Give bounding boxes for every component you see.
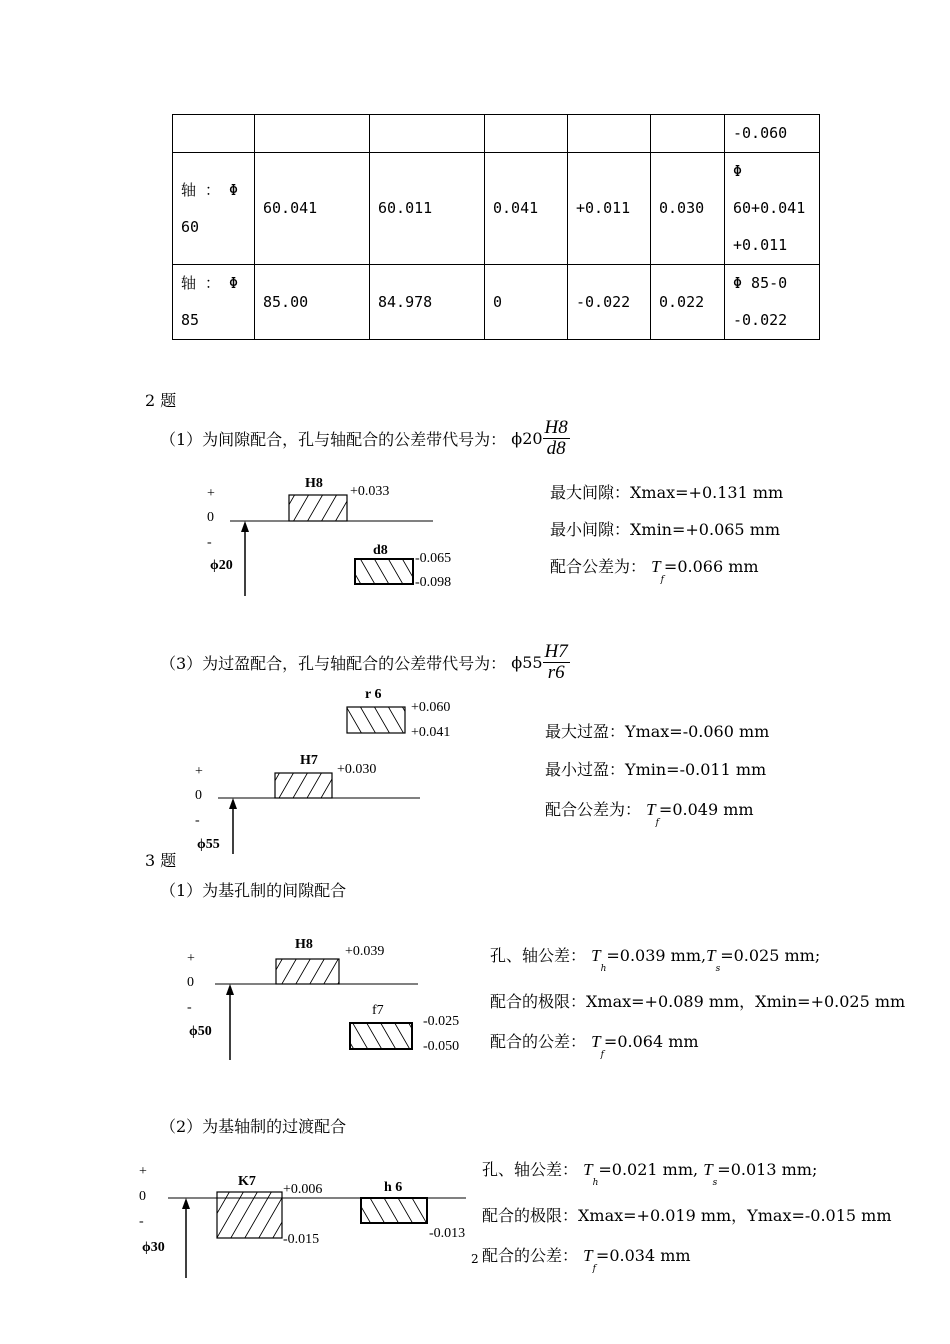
result-line: 孔、轴公差： $T_h=0.039$ $mm,T_s=0.025$ mm;	[490, 946, 821, 974]
minus-sign: -	[207, 535, 212, 550]
nominal-size-label: ϕ30	[142, 1240, 165, 1255]
table-cell: +0.011	[568, 153, 651, 265]
hole-upper-dev: +0.006	[283, 1182, 323, 1197]
plus-sign: +	[207, 486, 215, 501]
table-row	[173, 115, 820, 153]
result-line: 最小过盈：Ymin=-0.011 mm	[545, 760, 767, 779]
table-cell: -0.022	[568, 265, 651, 340]
shaft-lower-dev: -0.013	[429, 1226, 466, 1241]
table-cell	[485, 115, 568, 153]
table-cell	[568, 115, 651, 153]
hole-label: H8	[295, 937, 313, 952]
table-cell: 轴 ： Φ 60	[173, 153, 255, 265]
result-line: 配合公差为： $T_f=0.066$ mm	[550, 557, 759, 585]
shaft-zone	[347, 707, 405, 733]
nominal-size-label: ϕ55	[197, 837, 220, 852]
hole-label: K7	[238, 1174, 256, 1189]
table-cell: -0.060	[725, 115, 820, 153]
shaft-zone	[355, 559, 413, 584]
hole-upper-dev: +0.039	[345, 944, 385, 959]
page-number: 2	[471, 1252, 479, 1266]
tolerance-zone-diagram-q3-1	[180, 930, 480, 1065]
shaft-label: h 6	[384, 1180, 403, 1195]
table-row	[173, 265, 820, 340]
hole-label: H7	[300, 753, 318, 768]
result-line: 配合的极限：Xmax=+0.019 mm，Ymax=-0.015 mm	[482, 1206, 892, 1225]
table-cell	[255, 115, 370, 153]
shaft-label: d8	[373, 543, 388, 558]
hole-upper-dev: +0.030	[337, 762, 377, 777]
fit-fraction: $\frac{H7}{r6}$	[544, 641, 568, 683]
result-line: 配合的公差： $T_f=0.034$ mm	[482, 1246, 691, 1274]
tolerance-zone-diagram-q3-2	[130, 1158, 480, 1283]
minus-sign: -	[139, 1214, 144, 1229]
shaft-upper-dev: -0.065	[415, 551, 452, 566]
result-line: 孔、轴公差： $T_h=0.021$ mm, $T_s=0.013$ mm;	[482, 1160, 818, 1188]
q3-heading: 3 题	[145, 851, 177, 870]
q2-heading: 2 题	[145, 391, 177, 410]
table-cell: 0.041	[485, 153, 568, 265]
table-cell: 60.041	[255, 153, 370, 265]
nominal-size-label: ϕ20	[210, 558, 233, 573]
hole-zone	[289, 495, 347, 521]
hole-label: H8	[305, 476, 323, 491]
table-row	[173, 153, 820, 265]
zero-label: 0	[187, 975, 194, 990]
table-cell: 84.978	[370, 265, 485, 340]
table-cell: Φ 85-0 -0.022	[725, 265, 820, 340]
table-cell: 轴 ： Φ 85	[173, 265, 255, 340]
hole-upper-dev: +0.033	[350, 484, 390, 499]
table-cell	[370, 115, 485, 153]
minus-sign: -	[195, 813, 200, 828]
result-line: 配合的公差： $T_f=0.064$ mm	[490, 1032, 699, 1060]
hole-zone	[275, 773, 332, 798]
result-line: 配合公差为： $T_f=0.049$ mm	[545, 800, 754, 828]
q3-p2-statement: （2）为基轴制的过渡配合	[160, 1117, 347, 1136]
arrow-head-icon	[241, 521, 249, 532]
table-cell	[651, 115, 725, 153]
hole-zone	[217, 1192, 282, 1238]
q2-p3-statement: （3）为过盈配合，孔与轴配合的公差带代号为： ϕ55 $\frac{H7}{r6}$	[160, 641, 568, 683]
zero-label: 0	[195, 788, 202, 803]
table-cell: 0.022	[651, 265, 725, 340]
zero-label: 0	[139, 1189, 146, 1204]
result-line: 最大间隙：Xmax=+0.131 mm	[550, 483, 784, 502]
result-line: 最小间隙：Xmin=+0.065 mm	[550, 520, 781, 539]
shaft-lower-dev: -0.098	[415, 575, 452, 590]
shaft-upper-dev: -0.025	[423, 1014, 460, 1029]
zero-label: 0	[207, 510, 214, 525]
arrow-head-icon	[182, 1198, 190, 1209]
tolerance-zone-diagram-q2-3	[185, 682, 485, 857]
shaft-upper-dev: +0.060	[411, 700, 451, 715]
nominal-size-label: ϕ50	[189, 1024, 212, 1039]
table-cell: 0	[485, 265, 568, 340]
tolerance-table	[172, 114, 820, 340]
shaft-zone	[361, 1198, 427, 1223]
shaft-zone	[350, 1023, 412, 1049]
tolerance-zone-diagram-q2-1	[190, 470, 490, 600]
table-cell	[173, 115, 255, 153]
shaft-label: r 6	[365, 687, 382, 702]
plus-sign: +	[139, 1164, 147, 1179]
arrow-head-icon	[229, 798, 237, 809]
arrow-head-icon	[226, 984, 234, 995]
plus-sign: +	[187, 951, 195, 966]
table-cell: 85.00	[255, 265, 370, 340]
shaft-lower-dev: +0.041	[411, 725, 451, 740]
plus-sign: +	[195, 764, 203, 779]
table-cell: Φ 60+0.041 +0.011	[725, 153, 820, 265]
hole-zone	[276, 959, 339, 984]
hole-lower-dev: -0.015	[283, 1232, 320, 1247]
result-line: 最大过盈：Ymax=-0.060 mm	[545, 722, 770, 741]
table-cell: 60.011	[370, 153, 485, 265]
q3-p1-statement: （1）为基孔制的间隙配合	[160, 881, 347, 900]
q2-p1-statement: （1）为间隙配合，孔与轴配合的公差带代号为： ϕ20 $\frac{H8}{d8}$	[160, 417, 568, 459]
minus-sign: -	[187, 1000, 192, 1015]
shaft-lower-dev: -0.050	[423, 1039, 460, 1054]
table-cell: 0.030	[651, 153, 725, 265]
result-line: 配合的极限：Xmax=+0.089 mm，Xmin=+0.025 mm	[490, 992, 906, 1011]
fit-fraction: $\frac{H8}{d8}$	[544, 417, 568, 459]
shaft-label: f7	[372, 1003, 384, 1018]
